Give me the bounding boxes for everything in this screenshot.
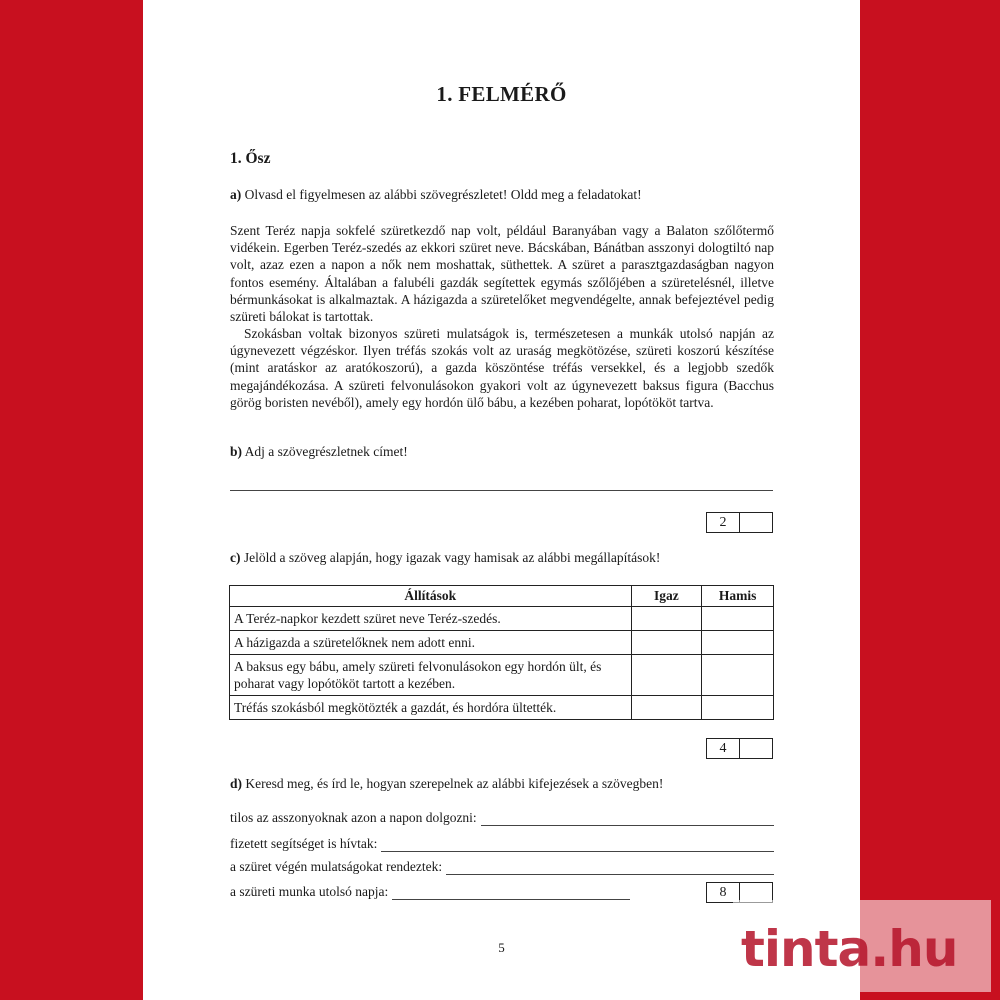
expression-prompt: a szüret végén mulatságokat rendeztek: (230, 859, 443, 874)
watermark-text: tinta.hu (741, 920, 958, 978)
max-score-b: 2 (719, 514, 727, 530)
task-d-text: Keresd meg, és írd le, hogyan szerepelnek az alábbi kifejezések a szövegben! (242, 776, 664, 791)
task-a-letter: a) (230, 187, 242, 202)
task-b-text: Adj a szövegrészletnek címet! (242, 444, 408, 459)
true-checkbox-cell[interactable] (631, 696, 702, 720)
false-checkbox-cell[interactable] (702, 696, 774, 720)
expression-answer-line[interactable] (481, 813, 774, 826)
expression-answer-line[interactable] (392, 887, 630, 900)
false-checkbox-cell[interactable] (702, 655, 774, 696)
worksheet-page (143, 0, 860, 1000)
watermark-logo (733, 900, 991, 992)
expression-prompt: fizetett segítséget is hívtak: (230, 836, 378, 851)
true-checkbox-cell[interactable] (631, 655, 702, 696)
earned-score-c[interactable] (739, 739, 772, 758)
table-row (230, 631, 774, 655)
task-d-instruction (230, 776, 775, 792)
expression-row (230, 884, 630, 900)
table-row (230, 607, 774, 631)
true-checkbox-cell[interactable] (631, 607, 702, 631)
expression-answer-line[interactable] (446, 862, 774, 875)
expression-row (230, 810, 774, 826)
page-title: 1. FELMÉRŐ (436, 82, 567, 106)
expression-row (230, 836, 774, 852)
title-answer-line[interactable] (230, 490, 773, 491)
task-c-instruction (230, 550, 775, 566)
passage-paragraph-2: Szokásban voltak bizonyos szüreti mulatságok is, természetesen a munkák utolsó napján az úgynevezett végzéskor. Ilyen tréfás szokás volt az uraság megkötözése, szüreti koszorú készítése (mint aratáskor az aratókoszorú), a gazda köszöntése tréfás versekkel, és a legjobb szedők megajándékozása. A szüreti felvonulásokon gyakori volt az úgynevezett baksus figura (Bacchus görög boristen nevéből), amely egy hordón ülő bábu, a kezében poharat, lopótököt tartva. (230, 326, 774, 410)
false-checkbox-cell[interactable] (702, 631, 774, 655)
header-statements: Állítások (230, 586, 632, 607)
expression-prompt: a szüreti munka utolsó napja: (230, 884, 389, 899)
true-checkbox-cell[interactable] (631, 631, 702, 655)
table-row (230, 655, 774, 696)
earned-score-b[interactable] (739, 513, 772, 532)
header-false: Hamis (702, 586, 774, 607)
task-b-instruction (230, 444, 775, 460)
table-row (230, 696, 774, 720)
max-score-c: 4 (719, 740, 727, 756)
false-checkbox-cell[interactable] (702, 607, 774, 631)
max-score-d: 8 (719, 884, 727, 900)
statement-text: A Teréz-napkor kezdett szüret neve Teréz-szedés. (230, 607, 632, 631)
section-heading: 1. Ősz (230, 150, 271, 167)
statement-text: A házigazda a szüretelőknek nem adott enni. (230, 631, 632, 655)
task-b-letter: b) (230, 444, 243, 459)
statements-table (229, 585, 774, 720)
statement-text: A baksus egy bábu, amely szüreti felvonulásokon egy hordón ült, és poharat vagy lopótököt tartott a kezében. (230, 655, 632, 696)
task-c-text: Jelöld a szöveg alapján, hogy igazak vagy hamisak az alábbi megállapítások! (240, 550, 661, 565)
page-number: 5 (498, 940, 505, 955)
passage-paragraph-1: Szent Teréz napja sokfelé szüretkezdő nap volt, például Baranyában vagy a Balaton szőlőtermő vidékein. Egerben Teréz-szedés az ekkori szüret neve. Bácskában, Bánátban asszonyi dologtiltó nap volt, azaz ezen a napon a nők nem moshattak, süthettek. A szüret a parasztgazdaságban nagyon fontos esemény. Általában a falubéli gazdák segítettek egymás szőlőjében a szüretelésnél, illetve bérmunkásokat is alkalmaztak. A házigazda a szüretelőket megvendégelte, annak befejeztével pedig szüreti bálokat is tartottak. (230, 223, 774, 325)
task-a-instruction (230, 187, 775, 203)
expression-row (230, 859, 774, 875)
table-header-row (230, 586, 774, 607)
expression-prompt: tilos az asszonyoknak azon a napon dolgozni: (230, 810, 477, 825)
task-d-letter: d) (230, 776, 243, 791)
statement-text: Tréfás szokásból megkötözték a gazdát, és hordóra ültették. (230, 696, 632, 720)
score-box-b (706, 512, 773, 533)
score-box-c (706, 738, 773, 759)
header-true: Igaz (631, 586, 702, 607)
task-a-text: Olvasd el figyelmesen az alábbi szövegrészletet! Oldd meg a feladatokat! (241, 187, 642, 202)
task-c-letter: c) (230, 550, 241, 565)
expression-answer-line[interactable] (381, 839, 774, 852)
